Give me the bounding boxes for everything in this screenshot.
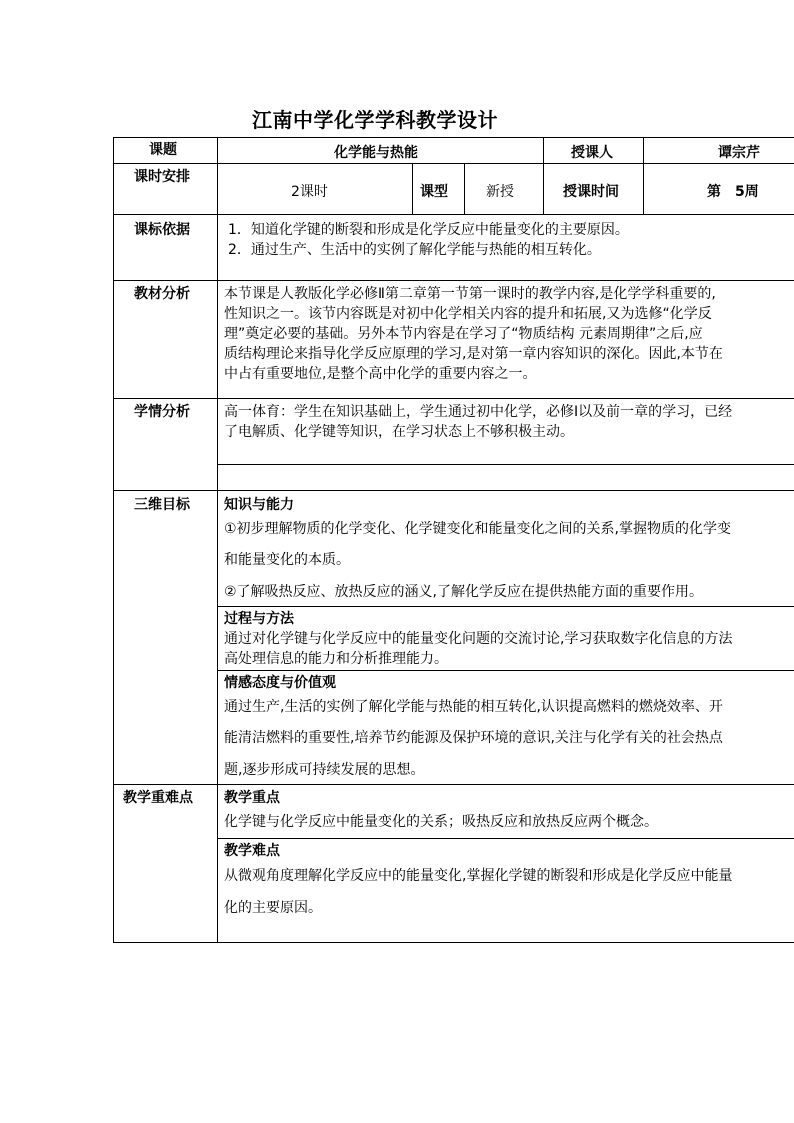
hline [113,280,794,281]
keypoints-label: 教学重难点 [123,790,193,806]
page-title: 江南中学化学学科教学设计 [252,108,498,132]
vline [412,163,413,214]
students-label: 学情分析 [134,404,190,420]
knowledge-heading: 知识与能力 [224,497,294,513]
textbook-line: 本节课是人教版化学必修Ⅱ第二章第一节第一课时的教学内容,是化学学科重要的, [224,286,716,302]
vline [543,137,544,214]
process-line: 高处理信息的能力和分析推理能力。 [224,651,448,667]
teacher-label: 授课人 [571,145,613,161]
textbook-line: 性知识之一。该节内容既是对初中化学相关内容的提升和拓展,又为选修“化学反 [224,306,712,322]
knowledge-line: ②了解吸热反应、放热反应的涵义,了解化学反应在提供热能方面的重要作用。 [224,584,703,600]
teacher-value: 谭宗芹 [718,145,760,161]
textbook-label: 教材分析 [134,286,190,302]
week-value: 第 5周 [707,184,759,200]
textbook-line: 中占有重要地位,是整个高中化学的重要内容之一。 [224,366,537,382]
emotion-heading: 情感态度与价值观 [224,675,336,691]
students-line: 了电解质、化学键等知识，在学习状态上不够积极主动。 [224,424,574,440]
vline [643,137,644,214]
hline [113,942,794,943]
emotion-line: 题,逐步形成可持续发展的思想。 [224,762,425,778]
process-heading: 过程与方法 [224,611,294,627]
difficulty-heading: 教学难点 [224,843,280,859]
vline [217,137,218,943]
hline [217,670,794,671]
hline [217,464,794,465]
goals-label: 三维目标 [134,497,190,513]
difficulty-line: 化的主要原因。 [224,900,322,916]
hline [217,838,794,839]
curriculum-label: 课标依据 [134,222,190,238]
lesson-type-label: 课型 [420,184,448,200]
vline [464,163,465,214]
curriculum-line: 1．知道化学键的断裂和形成是化学反应中能量变化的主要原因。 [228,222,629,238]
topic-label: 课题 [149,142,177,158]
knowledge-line: ①初步理解物质的化学变化、化学键变化和能量变化之间的关系,掌握物质的化学变 [224,521,731,537]
difficulty-line: 从微观角度理解化学反应中的能量变化,掌握化学键的断裂和形成是化学反应中能量 [224,868,733,884]
process-line: 通过对化学键与化学反应中的能量变化问题的交流讨论,学习获取数字化信息的方法 [224,631,733,647]
time-label: 授课时间 [563,184,619,200]
hline [217,606,794,607]
hline [113,398,794,399]
schedule-label: 课时安排 [134,169,190,185]
hline [113,137,794,138]
focus-line: 化学键与化学反应中能量变化的关系；吸热反应和放热反应两个概念。 [224,814,658,830]
topic-value: 化学能与热能 [334,145,418,161]
focus-heading: 教学重点 [224,790,280,806]
emotion-line: 能清洁燃料的重要性,培养节约能源及保护环境的意识,关注与化学有关的社会热点 [224,730,723,746]
textbook-line: 理”奠定必要的基础。另外本节内容是在学习了“物质结构 元素周期律”之后,应 [224,326,703,342]
hline [113,784,794,785]
hline [113,163,794,164]
emotion-line: 通过生产,生活的实例了解化学能与热能的相互转化,认识提高燃料的燃烧效率、开 [224,699,723,715]
curriculum-line: 2．通过生产、生活中的实例了解化学能与热能的相互转化。 [228,242,601,258]
hline [113,214,794,215]
hline [113,490,794,491]
knowledge-line: 和能量变化的本质。 [224,552,350,568]
lesson-type-value: 新授 [486,184,514,200]
vline [113,137,114,943]
textbook-line: 质结构理论来指导化学反应原理的学习,是对第一章内容知识的深化。因此,本节在 [224,346,723,362]
hours-value: 2课时 [291,184,328,200]
students-line: 高一体育：学生在知识基础上，学生通过初中化学，必修Ⅰ以及前一章的学习，已经 [224,404,733,420]
